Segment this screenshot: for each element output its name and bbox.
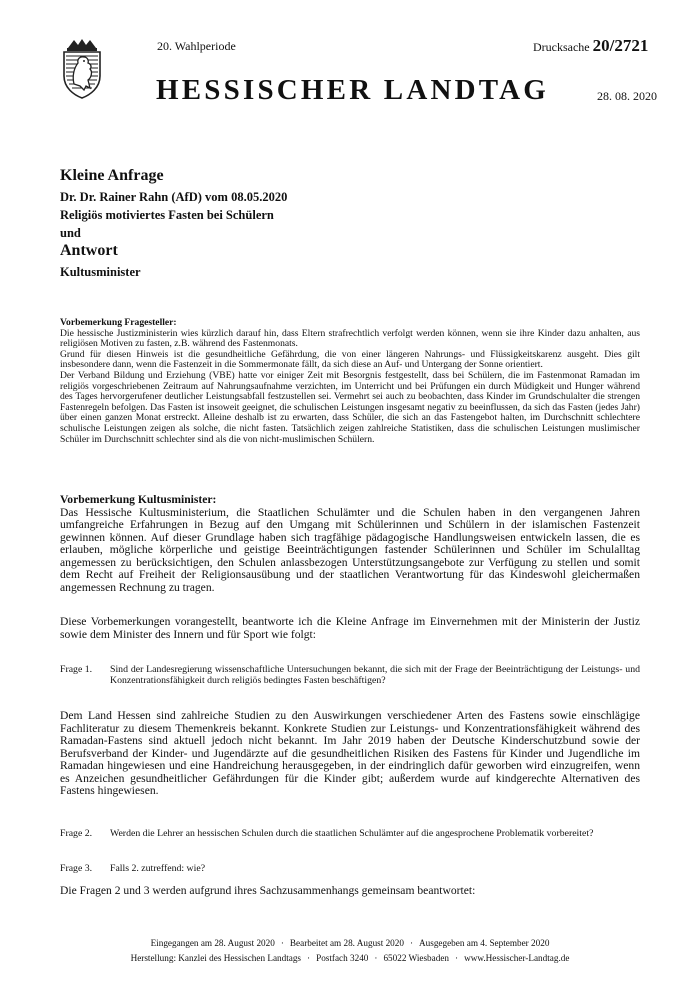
fragesteller-paragraph: Grund für diesen Hinweis ist die gesundheitliche Gefährdung, die von einer längeren Nahrungs- und Flüssigkeitskarenz ausgeht. Dies gilt insbesondere dann, wenn die Fastenzeit in die Sommermonate fällt, da sich diese an Auf- und Untergang der Sonne orientiert. <box>60 348 640 371</box>
footer-eingegangen: Eingegangen am 28. August 2020 <box>150 938 275 948</box>
und-line: und <box>60 226 81 240</box>
footer-separator: · <box>280 938 284 948</box>
footer-postfach: Postfach 3240 <box>316 953 369 963</box>
vorbemerkung-kultusminister-title: Vorbemerkung Kultusminister: <box>60 493 217 506</box>
intro-paragraph: Diese Vorbemerkungen vorangestellt, beantworte ich die Kleine Anfrage im Einvernehmen mit der Ministerin der Justiz sowie dem Minister des Innern und für Sport wie folgt: <box>60 615 640 641</box>
footer-separator: · <box>307 953 311 963</box>
footer-publisher <box>60 953 640 963</box>
vorbemerkung-fragesteller-title: Vorbemerkung Fragesteller: <box>60 317 177 328</box>
footer-bearbeitet: Bearbeitet am 28. August 2020 <box>289 938 404 948</box>
subject-line: Religiös motiviertes Fasten bei Schülern <box>60 208 274 222</box>
kleine-anfrage-heading: Kleine Anfrage <box>60 167 164 184</box>
drucksache-label: Drucksache <box>533 40 590 54</box>
vorbemerkung-kultusminister <box>60 494 640 594</box>
kultusminister-paragraph: Das Hessische Kultusministerium, die Staatlichen Schulämter und die Schulen haben in den vergangenen Jahren umfangreiche Erfahrungen in Bezug auf den Umgang mit Schülerinnen und Schülern in der islamischen Fastenzeit gewinnen können. Auf dieser Grundlage haben sich tragfähige pädagogische Handlungsweisen entwickeln lassen, die es erlauben, mögliche körperliche und geistige Beeinträchtigungen fastender Schülerinnen und Schüler im Schulalltag angemessen zu berücksichtigen, den Schulen anlassbezogen Unterstützungsangebote zur Verfügung zu stellen und somit dem Recht auf Freiheit der Religionsausübung und der staatlichen Verantwortung für das Kindeswohl gleichermaßen angemessen Rechnung zu tragen. <box>60 505 640 594</box>
fragesteller-paragraph: Die hessische Justizministerin wies kürzlich darauf hin, dass Eltern strafrechtlich verfolgt werden können, wenn sie ihre Kinder dazu anhalten, aus religiösen Motiven zu fasten, z.B. während des Fastenmonats. <box>60 327 640 350</box>
antwort-2-3: Die Fragen 2 und 3 werden aufgrund ihres Sachzusammenhangs gemeinsam beantwortet: <box>60 884 476 897</box>
frage-3-label: Frage 3. <box>60 863 93 874</box>
frage-2-text: Werden die Lehrer an hessischen Schulen durch die staatlichen Schulämter auf die angesprochene Problematik vorbereitet? <box>110 828 594 839</box>
minister-line: Kultusminister <box>60 265 141 279</box>
page-title: HESSISCHER LANDTAG <box>156 74 550 106</box>
frage-1-text: Sind der Landesregierung wissenschaftliche Untersuchungen bekannt, die sich mit der Frage der Beeinträchtigung der Leistungs- und Konzentrationsfähigkeit durch religiös bedingtes Fasten beschäftigen? <box>110 664 640 686</box>
frage-1-label: Frage 1. <box>60 664 93 675</box>
footer-dates <box>60 938 640 948</box>
footer-herstellung: Herstellung: Kanzlei des Hessischen Landtags <box>130 953 302 963</box>
wahlperiode: 20. Wahlperiode <box>157 39 236 53</box>
frage-3-text: Falls 2. zutreffend: wie? <box>110 863 206 874</box>
drucksache <box>533 36 648 56</box>
footer-separator: · <box>455 953 459 963</box>
hessen-crest-icon <box>60 38 104 100</box>
drucksache-number: 20/2721 <box>592 36 649 55</box>
antwort-heading: Antwort <box>60 242 118 259</box>
vorbemerkung-fragesteller <box>60 318 640 445</box>
document-date: 28. 08. 2020 <box>597 89 657 103</box>
antwort-1: Dem Land Hessen sind zahlreiche Studien zu den Auswirkungen verschiedener Arten des Fastens sowie einschlägige Fachliteratur zu diesem Themenkreis bekannt. Konkrete Studien zur Leistungs- und Konzentrationsfähigkeit während des Ramadan-Fastens sind aktuell jedoch nicht bekannt. Im Jahr 2019 haben der Deutsche Kinderschutzbund sowie der Berufsverband der Kinder- und Jugendärzte auf die gesundheitlichen Risiken des Fastens für Kinder und Jugendliche im Ramadan hingewiesen und eine Handreichung herausgegeben, in der eindringlich dafür geworben wird einzugreifen, wenn es Anzeichen gesundheitlicher Gefährdungen für die Kinder gibt; außerdem wurde auf kindgerechte Alternativen des Fastens hingewiesen. <box>60 709 640 797</box>
frage-2-label: Frage 2. <box>60 828 93 839</box>
footer-ausgegeben: Ausgegeben am 4. September 2020 <box>419 938 550 948</box>
author-line: Dr. Dr. Rainer Rahn (AfD) vom 08.05.2020 <box>60 190 288 204</box>
footer-separator: · <box>374 953 378 963</box>
fragesteller-paragraph: Der Verband Bildung und Erziehung (VBE) hatte vor einiger Zeit mit Besorgnis festgestellt, dass bei Schülern, die im Fastenmonat Ramadan im religiös vorgeschriebenen Zeitraum auf Nahrungsaufnahme verzichten, im Unterricht und bei Prüfungen ein durch Müdigkeit und Hunger während des Tages hervorgerufener deutlicher Leistungsabfall festzustellen sei. Vermehrt sei auch zu beobachten, dass Kinder im Grundschulalter die strengen Fastenregeln befolgen. Das Fasten ist insoweit geeignet, die schulischen Leistungen insgesamt negativ zu beeinflussen, da sich das Fasten (jedes Jahr) über einen ganzen Monat erstreckt. Alleine deshalb ist zu erwarten, dass Schüler, die sich an das Fastengebot halten, im Durchschnitt schlechtere schulische Leistungen zeigen als solche, die nicht fasten. Tatsächlich zeigen zahlreiche Statistiken, dass die schulischen Leistungen muslimischer Schüler im Durchschnitt schlechter sind als die von nicht-muslimischen Schülern. <box>60 369 640 445</box>
footer-separator: · <box>409 938 414 948</box>
footer-ort: 65022 Wiesbaden <box>383 953 449 963</box>
footer-web-link[interactable]: www.Hessischer-Landtag.de <box>464 953 570 963</box>
